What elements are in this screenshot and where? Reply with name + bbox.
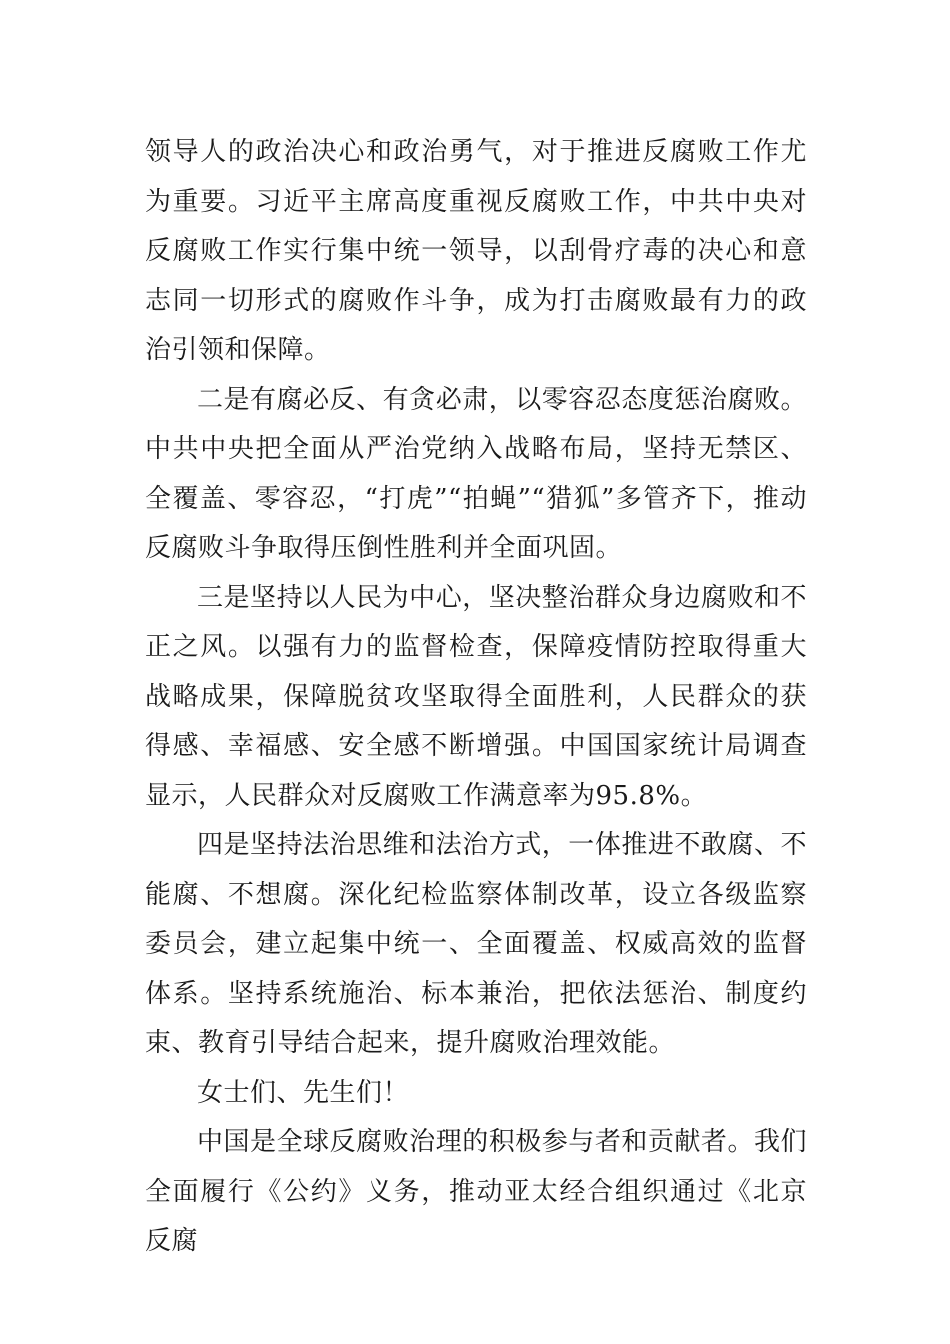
paragraph-salutation: 女士们、先生们！: [197, 1077, 410, 1108]
paragraph-point-three: 三是坚持以人民为中心，坚决整治群众身边腐败和不正之风。以强有力的监督检查，保障疫情防控取得重大战略成果，保障脱贫攻坚取得全面胜利，人民群众的获得感、幸福感、安全感不断增强。中国国家统计局调查显示，人民群众对反腐败工作满意率为95.8%。: [145, 582, 807, 811]
paragraph-point-two: 二是有腐必反、有贪必肃，以零容忍态度惩治腐败。中共中央把全面从严治党纳入战略布局，坚持无禁区、全覆盖、零容忍，“打虎”“拍蝇”“猎狐”多管齐下，推动反腐败斗争取得压倒性胜利并全面巩固。: [145, 384, 807, 563]
document-body: [145, 128, 807, 1267]
paragraph-global-role: 中国是全球反腐败治理的积极参与者和贡献者。我们全面履行《公约》义务，推动亚太经合组织通过《北京反腐: [145, 1127, 807, 1256]
paragraph-continuation: 领导人的政治决心和政治勇气，对于推进反腐败工作尤为重要。习近平主席高度重视反腐败工作，中共中央对反腐败工作实行集中统一领导，以刮骨疗毒的决心和意志同一切形式的腐败作斗争，成为打击腐败最有力的政治引领和保障。: [145, 137, 807, 365]
paragraph-point-four: 四是坚持法治思维和法治方式，一体推进不敢腐、不能腐、不想腐。深化纪检监察体制改革，设立各级监察委员会，建立起集中统一、全面覆盖、权威高效的监督体系。坚持系统施治、标本兼治，把依法惩治、制度约束、教育引导结合起来，提升腐败治理效能。: [145, 830, 807, 1058]
